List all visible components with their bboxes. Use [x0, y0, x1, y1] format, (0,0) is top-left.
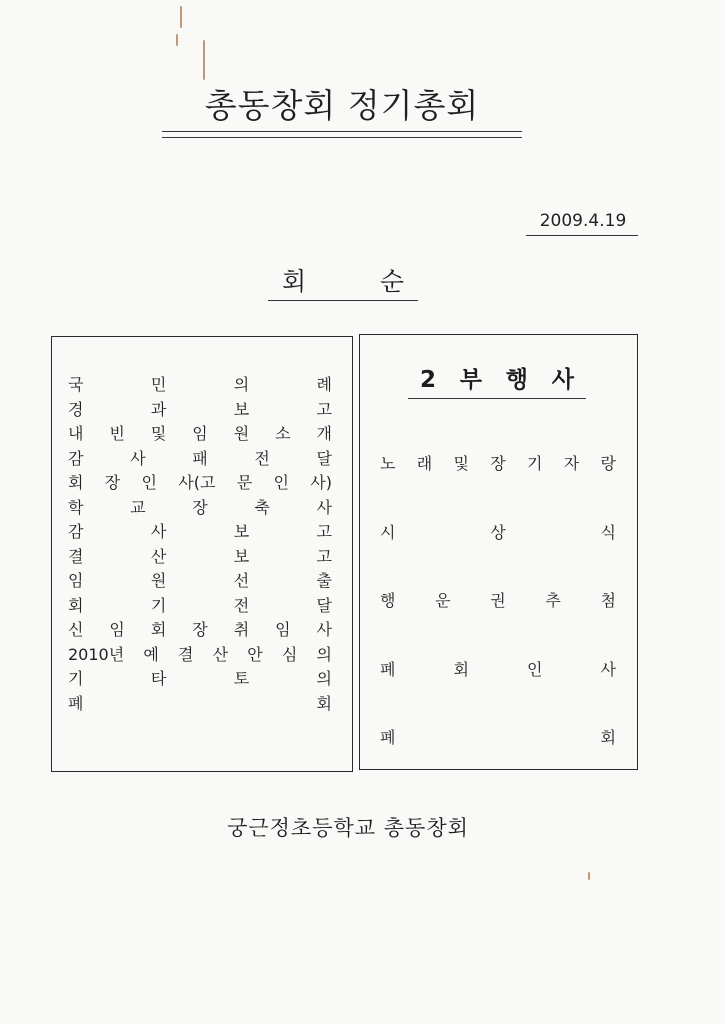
program-item-char: 사(고 [178, 473, 216, 492]
part2-list [380, 452, 616, 795]
program-item-char: 인 [141, 473, 157, 492]
program-item-char: 학 [68, 497, 84, 517]
part2-item [380, 589, 616, 658]
program-item-char: 임 [68, 571, 84, 590]
program-item [68, 422, 332, 447]
program-item-char: 고 [316, 546, 332, 566]
program-item-char: 회 [68, 473, 84, 492]
program-item-char: 및 [150, 424, 167, 443]
part2-item-char: 폐 [380, 728, 396, 747]
document-title: 총동창회 정기총회 [204, 86, 480, 125]
program-item-char: 출 [316, 571, 332, 590]
paper-stain [588, 872, 590, 880]
part2-item-char: 노 [380, 454, 396, 473]
part2-item-char: 기 [527, 454, 543, 473]
part2-title-char: 행 [505, 367, 528, 393]
program-item-char: 개 [316, 424, 332, 443]
program-item [68, 520, 332, 545]
paper-stain [180, 6, 182, 28]
part2-item-char: 운 [435, 591, 451, 610]
part2-item-char: 및 [453, 454, 469, 473]
heading-char: 순 [379, 267, 404, 296]
program-item-char: 장 [192, 497, 208, 517]
part2-item-char: 사 [600, 659, 616, 679]
heading-underline [268, 300, 418, 301]
part2-title-char: 부 [459, 367, 482, 393]
part2-item-char: 추 [545, 591, 561, 610]
part2-title-underline [408, 398, 586, 399]
program-item-char: 취 [233, 620, 250, 639]
event-date: 2009.4.19 [539, 211, 627, 231]
program-item-char: 과 [150, 399, 167, 419]
part2-item-char: 식 [600, 522, 616, 542]
paper-stain [176, 34, 178, 46]
program-heading [268, 266, 418, 298]
part2-title [408, 364, 586, 396]
part2-item-char: 장 [490, 454, 506, 473]
program-item-char: 소 [275, 424, 291, 443]
program-item-char: 전 [233, 595, 250, 615]
program-item-char: 달 [316, 595, 332, 615]
program-item-char: 달 [316, 448, 332, 468]
program-item-char: 심 [281, 644, 298, 664]
program-item-char: 안 [247, 644, 263, 664]
paper-stain [203, 40, 205, 80]
program-item [68, 692, 332, 717]
program-item-char: 축 [254, 497, 270, 517]
part2-item [380, 521, 616, 590]
program-item-char: 보 [233, 546, 250, 566]
heading-char: 회 [282, 267, 307, 296]
part2-item-char: 첨 [600, 591, 616, 610]
program-item-char: 원 [150, 571, 167, 590]
program-item-char: 감 [68, 522, 84, 541]
program-item-char: 임 [109, 620, 125, 639]
program-item-char: 회 [316, 693, 332, 713]
program-item-char: 의 [233, 375, 250, 394]
part2-title-char: 2 [420, 367, 437, 393]
organization-name: 궁근정초등학교 총동창회 [227, 816, 469, 840]
program-item-char: 임 [275, 620, 291, 639]
program-item-char: 국 [68, 375, 84, 394]
program-item-char: 예 [143, 644, 159, 664]
program-item [68, 496, 332, 521]
program-item-char: 민 [150, 375, 167, 394]
program-item-char: 폐 [68, 693, 84, 713]
program-item-char: 회 [68, 595, 84, 615]
program-list [68, 373, 332, 716]
part2-item-char: 랑 [600, 454, 616, 473]
program-item [68, 398, 332, 423]
program-item [68, 373, 332, 398]
program-item-char: 패 [192, 448, 208, 468]
program-item-char: 산 [212, 644, 229, 664]
part2-item [380, 452, 616, 521]
program-item-char: 문 [236, 473, 253, 492]
program-item [68, 569, 332, 594]
part2-item-char: 회 [453, 659, 469, 679]
program-item-char: 2010년 [68, 644, 125, 664]
title-underline [162, 131, 522, 132]
part2-title-char: 사 [551, 367, 574, 393]
program-item-char: 내 [68, 424, 84, 443]
program-item-char: 사 [316, 620, 332, 639]
part2-item-char: 행 [380, 591, 396, 610]
program-item [68, 667, 332, 692]
part2-item-char: 인 [527, 659, 543, 679]
program-item-char: 장 [104, 473, 121, 492]
program-item-char: 결 [68, 546, 84, 566]
program-item [68, 447, 332, 472]
part2-item-char: 래 [416, 454, 433, 473]
program-item-char: 장 [192, 620, 208, 639]
program-item-char: 타 [150, 669, 167, 688]
program-item-char: 례 [316, 375, 332, 394]
program-item-char: 회 [150, 620, 167, 639]
date-underline [526, 235, 638, 236]
program-item-char: 경 [68, 399, 84, 419]
program-item-char: 고 [316, 399, 332, 419]
program-item [68, 643, 332, 668]
program-item [68, 545, 332, 570]
program-item [68, 618, 332, 643]
part2-item-char: 권 [490, 591, 506, 610]
program-item-char: 사 [316, 497, 332, 517]
program-item-char: 결 [177, 644, 194, 664]
program-item-char: 기 [68, 669, 84, 688]
program-item [68, 471, 332, 496]
program-item-char: 의 [316, 669, 332, 688]
program-item-char: 선 [233, 571, 250, 590]
program-item-char: 사 [130, 448, 146, 468]
program-item-char: 고 [316, 522, 332, 541]
program-item [68, 594, 332, 619]
part2-item [380, 726, 616, 795]
program-item-char: 인 [273, 473, 289, 492]
part2-item-char: 상 [490, 522, 506, 542]
program-item-char: 산 [150, 546, 167, 566]
program-item-char: 보 [233, 399, 250, 419]
part2-item-char: 폐 [380, 659, 396, 679]
program-item-char: 전 [254, 448, 270, 468]
part2-item-char: 시 [380, 522, 396, 542]
part2-item [380, 658, 616, 727]
program-item-char: 토 [233, 669, 250, 688]
title-underline [162, 137, 522, 138]
program-item-char: 기 [150, 595, 167, 615]
program-item-char: 임 [192, 424, 208, 443]
part2-item-char: 자 [563, 454, 580, 473]
program-item-char: 감 [68, 448, 84, 468]
program-item-char: 빈 [109, 424, 125, 443]
program-item-char: 의 [316, 644, 332, 664]
program-item-char: 보 [233, 522, 250, 541]
program-item-char: 사) [310, 473, 332, 492]
program-item-char: 원 [233, 424, 250, 443]
part2-item-char: 회 [600, 728, 616, 747]
program-item-char: 교 [130, 497, 146, 517]
program-item-char: 신 [68, 620, 84, 639]
program-item-char: 사 [150, 522, 167, 541]
